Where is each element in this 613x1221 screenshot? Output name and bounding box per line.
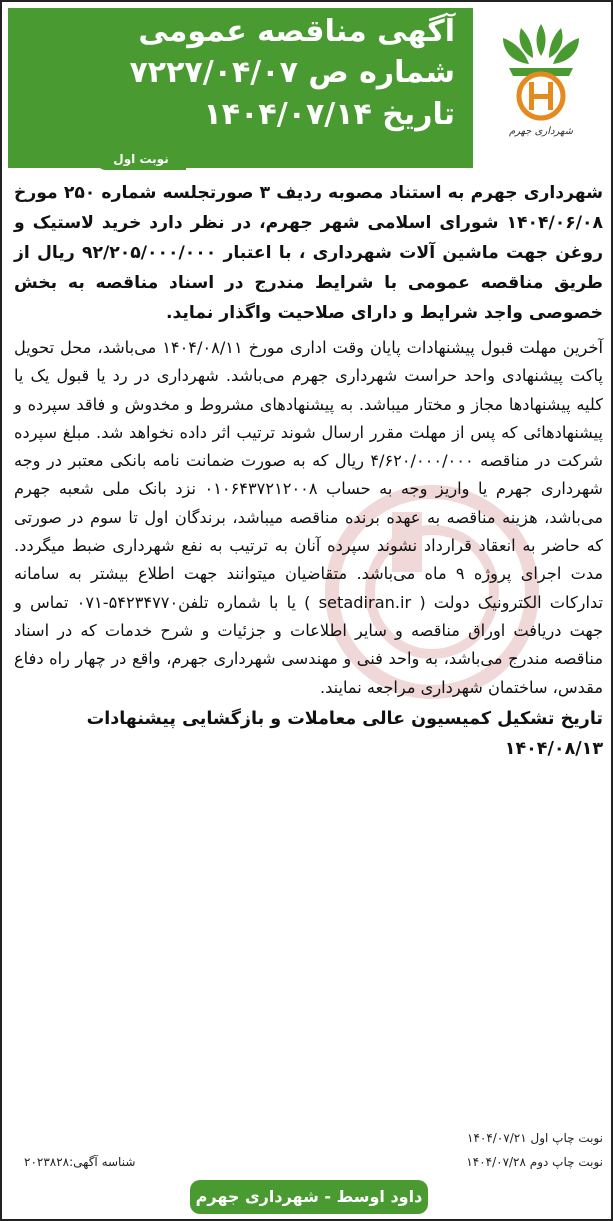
- notice-body: [14, 178, 603, 764]
- title-box: [8, 8, 473, 168]
- print-info: [14, 1126, 603, 1174]
- notice-header: [8, 8, 609, 168]
- notice-title: آگهی مناقصه عمومی: [138, 14, 455, 49]
- details-paragraph: آخرین مهلت قبول پیشنهادات پایان وقت اداری مورخ ۱۴۰۴/۰۸/۱۱ می‌باشد، محل تحویل پاکت پیشنهادی واحد حراست شهرداری جهرم می‌باشد. شهرداری در رد یا قبول یک یا کلیه پیشنهادها مجاز و مختار میباشد. به پیشنهادهای مشروط و مخدوش و فاقد سپرده و پیشنهادهائی که پس از مهلت مقرر ارسال شوند ترتیب اثر داده نخواهد شد. مبلغ سپرده شرکت در مناقصه ۴/۶۲۰/۰۰۰/۰۰۰ ریال که به صورت ضمانت نامه بانکی معتبر در وجه شهرداری جهرم یا واریز وجه به حساب ۰۱۰۶۴۳۷۲۱۲۰۰۸ نزد بانک ملی شعبه جهرم می‌باشد، هزینه مناقصه به عهده برنده مناقصه میباشد، برندگان اول تا سوم در صورتی که حاضر به انعقاد قرارداد نشوند سپرده آنان به ترتیب به نفع شهرداری ضبط میگردد. مدت اجرای پروژه ۹ ماه می‌باشد. متقاضیان میتوانند جهت اطلاع بیشتر به سامانه تدارکات الکترونیک دولت ( setadiran.ir ) یا با شماره تلفن۵۴۲۳۴۷۷۰-۰۷۱ تماس و جهت دریافت اوراق مناقصه و سایر اطلاعات و جزئیات و شرح خدمات که در اسناد مناقصه مندرج می‌باشد، به واحد فنی و مهندسی شهرداری جهرم، واقع در چهار راه دفاع مقدس، ساختمان شهرداری مراجعه نمایند.: [14, 338, 604, 697]
- second-print-date: نوبت چاپ دوم ۱۴۰۴/۰۷/۲۸: [466, 1155, 603, 1169]
- commission-date: ۱۴۰۴/۰۸/۱۳: [504, 738, 603, 759]
- first-print-date: نوبت چاپ اول ۱۴۰۴/۰۷/۲۱: [467, 1131, 603, 1145]
- signature-banner: داود اوسط - شهرداری جهرم: [190, 1180, 428, 1214]
- notice-number: شماره ص ۷۲۲۷/۰۴/۰۷: [129, 55, 455, 90]
- logo-emblem-icon: [491, 16, 591, 126]
- municipality-logo: [473, 8, 609, 168]
- round-badge: نوبت اول: [96, 148, 186, 170]
- commission-heading: تاریخ تشکیل کمیسیون عالی معاملات و بازگشایی پیشنهادات: [86, 708, 603, 729]
- ad-id: شناسه آگهی:۲۰۲۳۸۲۸: [24, 1155, 136, 1169]
- logo-caption: شهرداری جهرم: [508, 126, 574, 137]
- notice-date: تاریخ ۱۴۰۴/۰۷/۱۴: [203, 97, 455, 132]
- intro-paragraph: شهرداری جهرم به استناد مصوبه ردیف ۳ صورتجلسه شماره ۲۵۰ مورخ ۱۴۰۴/۰۶/۰۸ شورای اسلامی شهر جهرم، در نظر دارد خرید لاستیک و روغن جهت ماشین آلات شهرداری ، با اعتبار ۹۲/۲۰۵/۰۰۰/۰۰۰ ریال از طریق مناقصه عمومی با شرایط مندرج در اسناد مناقصه به بخش خصوصی واجد شرایط و دارای صلاحیت واگذار نماید.: [14, 183, 604, 323]
